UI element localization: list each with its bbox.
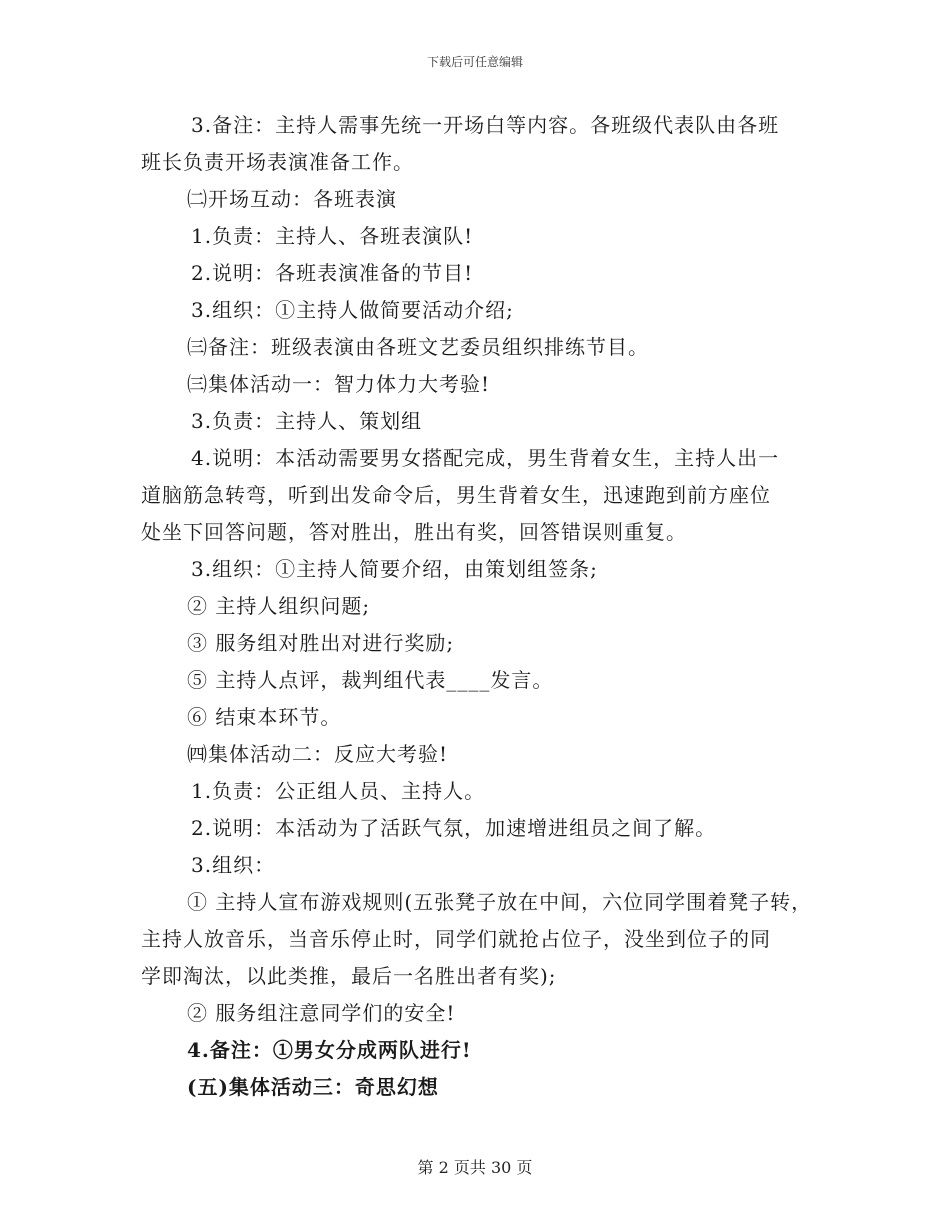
section-heading: ㈡开场互动：各班表演 (187, 187, 397, 211)
paragraph-line: 3.负责：主持人、策划组 (191, 409, 423, 433)
paragraph-line: 主持人放音乐，当音乐停止时，同学们就抢占位子，没坐到位子的同 (141, 927, 771, 951)
paragraph-line: 3.备注：主持人需事先统一开场白等内容。各班级代表队由各班 (191, 113, 780, 137)
section-heading: ㈣集体活动二：反应大考验! (187, 742, 449, 766)
list-item: ② 主持人组织问题; (187, 594, 371, 618)
paragraph-line: 2.说明：本活动为了活跃气氛，加速增进组员之间了解。 (191, 816, 717, 840)
paragraph-line: ㈢备注：班级表演由各班文艺委员组织排练节目。 (187, 335, 649, 359)
paragraph-line: 学即淘汰，以此类推，最后一名胜出者有奖); (141, 964, 557, 988)
page-header: 下载后可任意编辑 (426, 55, 523, 69)
list-item: ③ 服务组对胜出对进行奖励; (187, 631, 455, 655)
paragraph-line: 3.组织：①主持人做简要活动介绍; (191, 298, 514, 322)
section-heading: (五)集体活动三：奇思幻想 (187, 1075, 439, 1099)
paragraph-line: 1.负责：主持人、各班表演队! (191, 224, 474, 248)
list-item: ① 主持人宣布游戏规则(五张凳子放在中间，六位同学围着凳子转， (187, 890, 813, 914)
paragraph-line: 4.备注：①男女分成两队进行! (187, 1038, 472, 1062)
paragraph-line: 4.说明：本活动需要男女搭配完成，男生背着女生，主持人出一 (191, 446, 780, 470)
paragraph-line: 1.负责：公正组人员、主持人。 (191, 779, 486, 803)
paragraph-line: 3.组织： (191, 853, 276, 877)
paragraph-line: 2.说明：各班表演准备的节目! (191, 261, 474, 285)
paragraph-line: 班长负责开场表演准备工作。 (141, 150, 414, 174)
paragraph-line: 3.组织：①主持人简要介绍，由策划组签条; (191, 557, 598, 581)
list-item: ② 服务组注意同学们的安全! (187, 1001, 456, 1025)
paragraph-line: 道脑筋急转弯，听到出发命令后，男生背着女生，迅速跑到前方座位 (141, 483, 771, 507)
list-item: ⑥ 结束本环节。 (187, 705, 342, 729)
section-heading: ㈢集体活动一：智力体力大考验! (187, 372, 491, 396)
paragraph-line: 处坐下回答问题，答对胜出，胜出有奖，回答错误则重复。 (141, 520, 687, 544)
list-item: ⑤ 主持人点评，裁判组代表____发言。 (187, 668, 554, 692)
page-footer: 第 2 页共 30 页 (417, 1158, 533, 1177)
